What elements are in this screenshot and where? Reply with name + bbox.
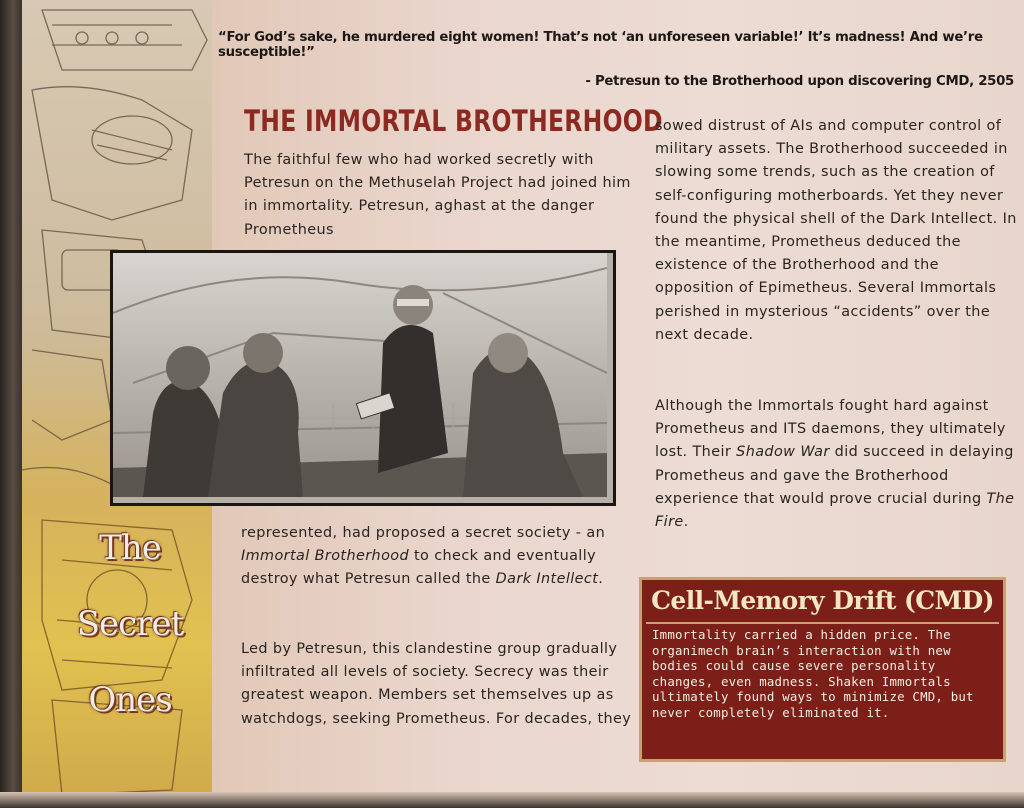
quote-attribution: - Petresun to the Brotherhood upon discovering CMD, 2505 [585, 74, 1014, 89]
book-spine [0, 0, 22, 808]
paragraph-2 [241, 522, 631, 592]
page-bottom-edge [0, 792, 1024, 808]
cmd-box-divider [646, 622, 999, 624]
cmd-sidebar-box [639, 577, 1006, 762]
sidebar-title-the: The [99, 528, 161, 568]
article-heading: THE IMMORTAL BROTHERHOOD [244, 104, 663, 138]
term-immortal-brotherhood: Immortal Brotherhood [241, 548, 410, 565]
paragraph-2-part-a: represented, had proposed a secret society - an [241, 525, 606, 541]
paragraph-5-part-c: . [683, 514, 689, 531]
sidebar-title-secret: Secret [76, 604, 184, 644]
paragraph-5 [655, 395, 1017, 534]
term-shadow-war: Shadow War [736, 444, 830, 461]
cmd-box-body: Immortality carried a hidden price. The organimech brain’s interaction with new bodies could cause severe personality changes, even madness. Shaken Immortals ultimately found ways to minimize CMD, but never completely eliminated it. [652, 627, 974, 720]
epigraph-quote: “For God’s sake, he murdered eight women! That’s not ‘an unforeseen variable!’ It’s madness! And we’re susceptible!” [218, 30, 983, 60]
paragraph-5-part-a: Although the Immortals fought hard against Prometheus and ITS daemons, they ultimately lost. Their [655, 398, 1006, 461]
cmd-box-title: Cell-Memory Drift (CMD) [651, 586, 994, 615]
paragraph-3: Led by Petresun, this clandestine group gradually infiltrated all levels of society. Secrecy was their greatest weapon. Members set themselves up as watchdogs, seeking Prometheus. For decades, they [241, 641, 632, 727]
sidebar-title-ones: Ones [88, 680, 172, 720]
paragraph-2-part-b: to check and eventually destroy what Petresun called the [241, 548, 597, 588]
term-dark-intellect: Dark Intellect [495, 571, 599, 588]
term-the-fire: The Fire [655, 490, 1015, 531]
paragraph-5-part-b: did succeed in delaying Prometheus and gave the Brotherhood experience that would prove crucial during [655, 444, 1014, 507]
paragraph-2-part-c: . [598, 571, 604, 588]
meeting-illustration [110, 250, 616, 506]
paragraph-4: sowed distrust of AIs and computer control of military assets. The Brotherhood succeeded in slowing some trends, such as the creation of self-configuring motherboards. Yet they never found the physical shell of the Dark Intellect. In the meantime, Prometheus deduced the existence of the Brotherhood and the opposition of Epimetheus. Several Immortals perished in mysterious “accidents” over the next decade. [655, 118, 1017, 343]
paragraph-1: The faithful few who had worked secretly with Petresun on the Methuselah Project had joined him in immortality. Petresun, aghast at the danger Prometheus [244, 152, 631, 238]
